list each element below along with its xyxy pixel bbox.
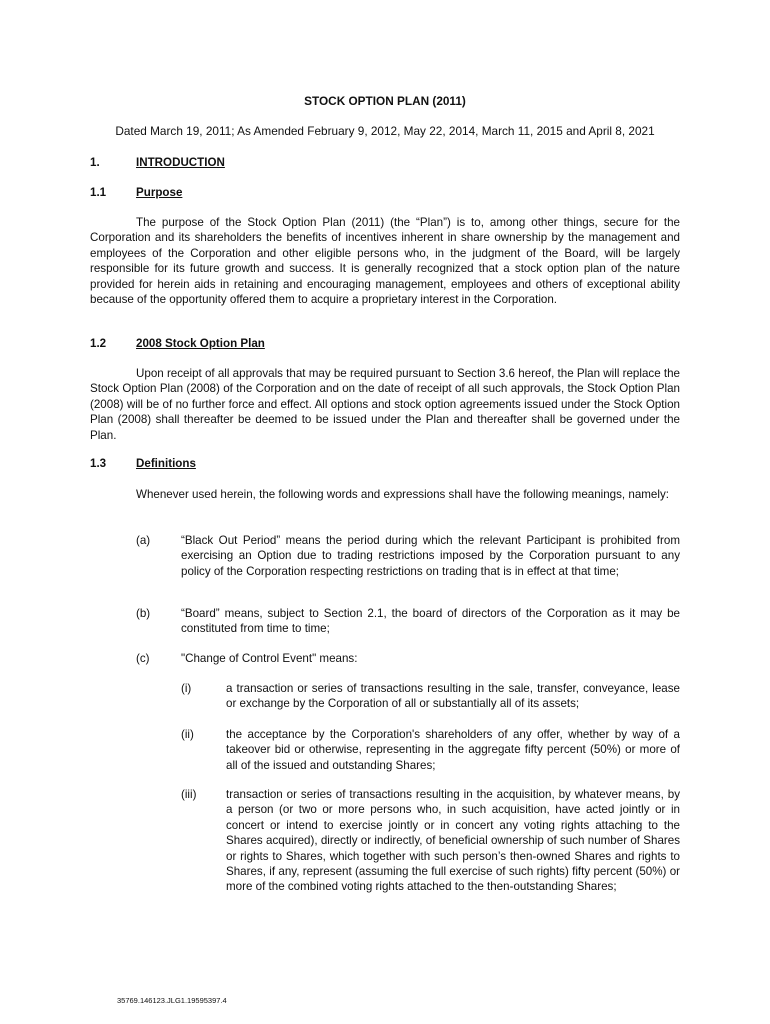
definition-a-text: “Black Out Period” means the period during which the relevant Participant is prohibited from exercising an Option due to trading restrictions imposed by the Corporation pursuant to any policy of the Corporation respecting restrictions on trading that is in effect at that time; [181, 534, 680, 578]
section-1-2-number: 1.2 [90, 337, 107, 350]
definition-b-text: “Board” means, subject to Section 2.1, the board of directors of the Corporation as it may be constituted from time to time; [181, 607, 680, 636]
section-1-heading: INTRODUCTION [136, 156, 225, 169]
section-1-1-paragraph: The purpose of the Stock Option Plan (2011) (the “Plan”) is to, among other things, secure for the Corporation and its shareholders the benefits of incentives inherent in share ownership by the management and employees of the Corporation and other eligible persons who, in the judgment of the Board, will be largely responsible for its future growth and success. It is generally recognized that a stock option plan of the nature provided for herein aids in retaining and encouraging management, employees and others of exceptional ability because of the opportunity offered them to acquire a proprietary interest in the Corporation. [90, 216, 680, 307]
definition-c-i-text: a transaction or series of transactions resulting in the sale, transfer, conveyance, lease or exchange by the Corporation of all or substantially all of its assets; [226, 682, 680, 711]
section-1-number: 1. [90, 156, 100, 169]
section-1-3-number: 1.3 [90, 457, 107, 470]
definition-b-label: (b) [136, 607, 151, 620]
section-1-3-heading: Definitions [136, 457, 196, 470]
definition-c-iii-label: (iii) [181, 788, 197, 801]
document-title: STOCK OPTION PLAN (2011) [304, 94, 466, 108]
definition-c-ii-text: the acceptance by the Corporation's shareholders of any offer, whether by way of a takeover bid or otherwise, representing in the aggregate fifty percent (50%) or more of all of the issued and outstanding Shares; [226, 728, 680, 772]
definition-c-ii-label: (ii) [181, 728, 194, 741]
section-1-2-paragraph: Upon receipt of all approvals that may be required pursuant to Section 3.6 hereof, the Plan will replace the Stock Option Plan (2008) of the Corporation and on the date of receipt of all such approvals, the Stock Option Plan (2008) will be of no further force and effect. All options and stock option agreements issued under the Stock Option Plan (2008) shall thereafter be deemed to be issued under the Plan and thereafter shall be governed under the Plan. [90, 367, 680, 442]
document-dated-line: Dated March 19, 2011; As Amended February 9, 2012, May 22, 2014, March 11, 2015 and April 8, 2021 [115, 124, 655, 138]
definition-a-label: (a) [136, 534, 151, 547]
definition-c-text: "Change of Control Event" means: [181, 652, 358, 665]
section-1-1-number: 1.1 [90, 186, 107, 199]
document-footer-code: 35769.146123.JLG1.19595397.4 [117, 996, 227, 1005]
section-1-3-paragraph: Whenever used herein, the following words and expressions shall have the following meanings, namely: [136, 488, 669, 501]
definition-c-iii-text: transaction or series of transactions resulting in the acquisition, by whatever means, by a person (or two or more persons who, in such acquisition, have acted jointly or in concert or intend to exercise jointly or in concert any voting rights attaching to the Shares acquired), directly or indirectly, of beneficial ownership of such number of Shares or rights to Shares, which together with such person’s then-owned Shares and rights to Shares, if any, represent (assuming the full exercise of such rights) fifty percent (50%) or more of the combined voting rights attached to the then-outstanding Shares; [226, 788, 680, 894]
section-1-1-heading: Purpose [136, 186, 183, 199]
definition-c-i-label: (i) [181, 682, 192, 695]
definition-c-label: (c) [136, 652, 150, 665]
section-1-2-heading: 2008 Stock Option Plan [136, 337, 265, 350]
